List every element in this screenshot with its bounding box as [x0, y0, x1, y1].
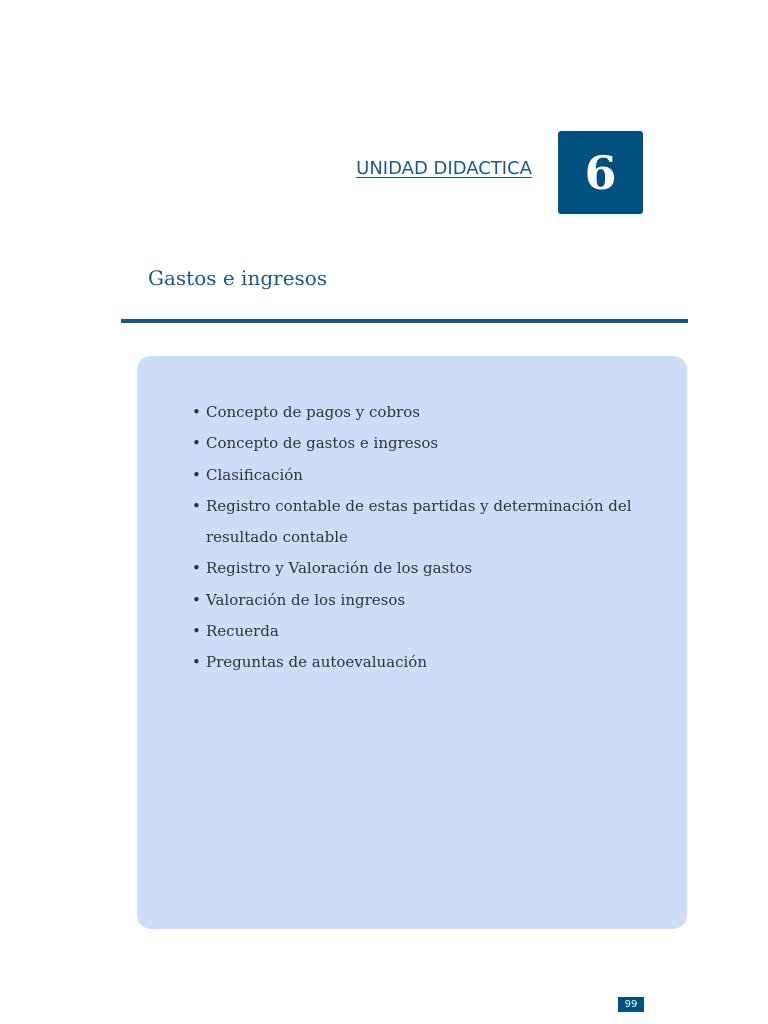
unit-number-badge: [558, 131, 643, 214]
contents-item-gastos-ingresos: • Concepto de gastos e ingresos: [206, 428, 646, 459]
unit-number: 6: [584, 145, 617, 200]
contents-item-valoracion-ingresos: • Valoración de los ingresos: [206, 585, 646, 616]
unit-label: UNIDAD DIDACTICA: [356, 158, 532, 179]
page-number: 99: [618, 997, 644, 1012]
chapter-title: Gastos e ingresos: [148, 266, 328, 290]
contents-item-autoevaluacion: • Preguntas de autoevaluación: [206, 647, 646, 678]
contents-item-clasificacion: • Clasificación: [206, 460, 646, 491]
contents-item-recuerda: • Recuerda: [206, 616, 646, 647]
contents-list: [192, 397, 646, 679]
contents-item-registro-contable: • Registro contable de estas partidas y determinación del resultado contable: [206, 491, 646, 554]
title-divider: [121, 319, 688, 323]
contents-panel: [137, 356, 687, 929]
contents-item-valoracion-gastos: • Registro y Valoración de los gastos: [206, 553, 646, 584]
contents-item-pagos-cobros: • Concepto de pagos y cobros: [206, 397, 646, 428]
